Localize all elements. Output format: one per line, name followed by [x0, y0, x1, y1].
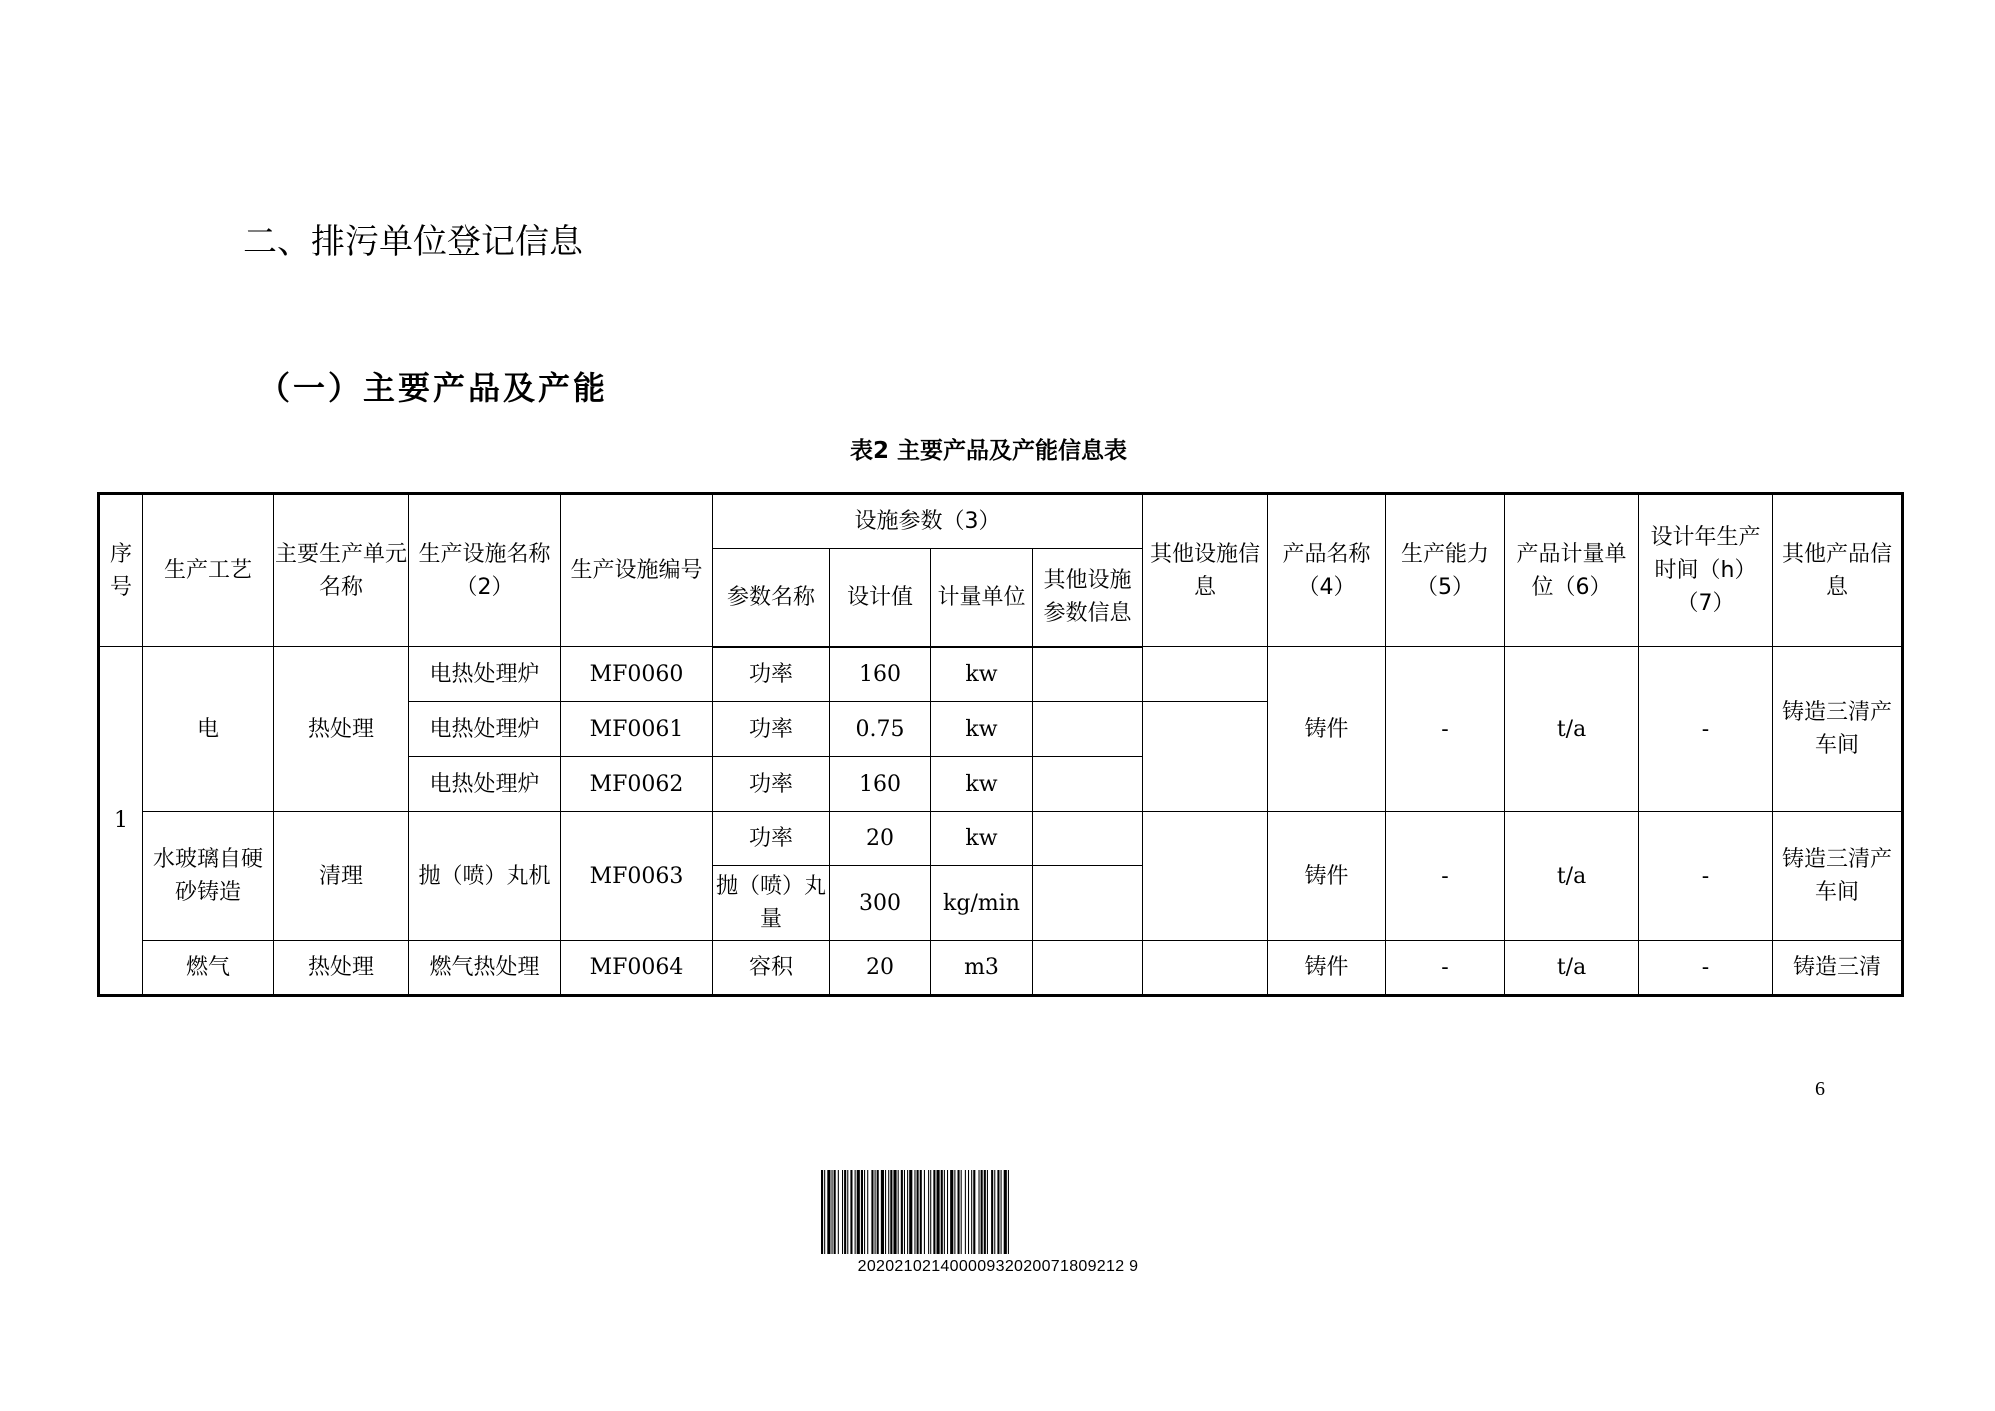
barcode-bar [844, 1170, 846, 1254]
subsection-heading: （一）主要产品及产能 [258, 369, 609, 407]
unit-cell: 热处理 [274, 647, 409, 812]
design-value-cell: 20 [830, 941, 931, 996]
unit-cell: 清理 [274, 812, 409, 941]
barcode-bar [832, 1170, 833, 1254]
barcode-bar [838, 1170, 839, 1254]
param-name-cell: 容积 [713, 941, 830, 996]
measure-unit-cell: kg/min [931, 866, 1033, 941]
facility-code-cell: MF0062 [561, 757, 713, 812]
table-row [99, 812, 1903, 866]
other-product-cell: 铸造三清产车间 [1773, 812, 1903, 941]
barcode-bar [857, 1170, 860, 1254]
barcode-bar [898, 1170, 899, 1254]
section-heading: 二、排污单位登记信息 [243, 222, 583, 262]
header-other-facility-info: 其他设施信息 [1143, 494, 1268, 647]
measure-unit-cell: kw [931, 812, 1033, 866]
design-value-cell: 0.75 [830, 702, 931, 757]
barcode-bar [847, 1170, 848, 1254]
product-capacity-table [97, 492, 1904, 997]
header-product-name: 产品名称（4） [1268, 494, 1386, 647]
facility-name-cell: 电热处理炉 [409, 647, 561, 702]
barcode-bar [971, 1170, 972, 1254]
barcode-bar [1004, 1170, 1007, 1254]
facility-code-cell: MF0063 [561, 812, 713, 941]
barcode-bar [991, 1170, 993, 1254]
process-cell: 电 [143, 647, 274, 812]
barcode-bar [961, 1170, 962, 1254]
table-row [99, 941, 1903, 996]
header-facility-name: 生产设施名称（2） [409, 494, 561, 647]
barcode-bar [928, 1170, 929, 1254]
barcode-bar [861, 1170, 863, 1254]
process-cell: 燃气 [143, 941, 274, 996]
barcode-bar [1008, 1170, 1009, 1254]
header-process: 生产工艺 [143, 494, 274, 647]
facility-name-cell: 燃气热处理 [409, 941, 561, 996]
barcode-bar [909, 1170, 912, 1254]
barcode-bar [954, 1170, 955, 1254]
facility-name-cell: 抛（喷）丸机 [409, 812, 561, 941]
facility-name-cell: 电热处理炉 [409, 702, 561, 757]
design-value-cell: 160 [830, 647, 931, 702]
barcode-bar [864, 1170, 865, 1254]
header-seq: 序号 [99, 494, 143, 647]
barcode-bar [867, 1170, 868, 1254]
header-param-name: 参数名称 [713, 549, 830, 647]
barcode-bar [994, 1170, 995, 1254]
barcode-bar [941, 1170, 943, 1254]
barcode-bar [904, 1170, 905, 1254]
other-param-cell [1033, 647, 1143, 702]
param-name-cell: 功率 [713, 702, 830, 757]
other-param-cell [1033, 866, 1143, 941]
header-facility-code: 生产设施编号 [561, 494, 713, 647]
barcode-bar [950, 1170, 953, 1254]
product-unit-cell: t/a [1505, 941, 1639, 996]
barcode-bar [947, 1170, 948, 1254]
barcode-bar [890, 1170, 892, 1254]
barcode-bar [907, 1170, 908, 1254]
measure-unit-cell: kw [931, 647, 1033, 702]
other-facility-cell [1143, 647, 1268, 702]
barcode-bar [965, 1170, 966, 1254]
barcode-bar [821, 1170, 823, 1254]
barcode-bar [987, 1170, 988, 1254]
barcode-bar [933, 1170, 935, 1254]
other-param-cell [1033, 757, 1143, 812]
facility-code-cell: MF0064 [561, 941, 713, 996]
other-facility-cell [1143, 702, 1268, 812]
barcode-bar [842, 1170, 843, 1254]
barcode-bar [981, 1170, 983, 1254]
barcode-bar [930, 1170, 931, 1254]
unit-cell: 热处理 [274, 941, 409, 996]
header-design-hours: 设计年生产时间（h）（7） [1639, 494, 1773, 647]
param-name-cell: 功率 [713, 812, 830, 866]
barcode-bar [1001, 1170, 1002, 1254]
other-product-cell: 铸造三清 [1773, 941, 1903, 996]
capacity-cell: - [1386, 812, 1505, 941]
barcode-bar [984, 1170, 986, 1254]
measure-unit-cell: kw [931, 702, 1033, 757]
product-unit-cell: t/a [1505, 812, 1639, 941]
barcode-bar [914, 1170, 915, 1254]
other-facility-cell [1143, 941, 1268, 996]
barcode-bar [881, 1170, 884, 1254]
table-caption: 表2 主要产品及产能信息表 [850, 438, 1128, 464]
process-cell: 水玻璃自硬砂铸造 [143, 812, 274, 941]
header-capacity: 生产能力（5） [1386, 494, 1505, 647]
barcode-bar [924, 1170, 925, 1254]
facility-name-cell: 电热处理炉 [409, 757, 561, 812]
capacity-cell: - [1386, 941, 1505, 996]
barcode-bar [834, 1170, 836, 1254]
other-param-cell [1033, 702, 1143, 757]
barcode-bar [944, 1170, 945, 1254]
measure-unit-cell: m3 [931, 941, 1033, 996]
header-other-product-info: 其他产品信息 [1773, 494, 1903, 647]
barcode-bar [937, 1170, 940, 1254]
facility-code-cell: MF0061 [561, 702, 713, 757]
design-hours-cell: - [1639, 812, 1773, 941]
product-name-cell: 铸件 [1268, 647, 1386, 812]
barcode-bar [850, 1170, 852, 1254]
header-params-group: 设施参数（3） [713, 494, 1143, 549]
design-hours-cell: - [1639, 647, 1773, 812]
barcode-bar [871, 1170, 873, 1254]
seq-cell: 1 [99, 647, 143, 996]
design-value-cell: 160 [830, 757, 931, 812]
barcode-bar [824, 1170, 825, 1254]
page-number: 6 [1815, 1078, 1825, 1100]
param-name-cell: 功率 [713, 647, 830, 702]
param-name-cell: 功率 [713, 757, 830, 812]
design-value-cell: 300 [830, 866, 931, 941]
design-hours-cell: - [1639, 941, 1773, 996]
product-name-cell: 铸件 [1268, 812, 1386, 941]
product-unit-cell: t/a [1505, 647, 1639, 812]
header-unit-name: 主要生产单元名称 [274, 494, 409, 647]
table-row [99, 647, 1903, 702]
barcode-bar [877, 1170, 879, 1254]
design-value-cell: 20 [830, 812, 931, 866]
barcode-bar [875, 1170, 876, 1254]
barcode-image [819, 1170, 1177, 1254]
barcode-number: 20202102140000932020071809212 9 [857, 1258, 1139, 1275]
other-facility-cell [1143, 812, 1268, 941]
capacity-cell: - [1386, 647, 1505, 812]
other-product-cell: 铸造三清产车间 [1773, 647, 1903, 812]
barcode-bar [885, 1170, 886, 1254]
header-design-value: 设计值 [830, 549, 931, 647]
product-name-cell: 铸件 [1268, 941, 1386, 996]
barcode-bar [968, 1170, 969, 1254]
barcode-bar [893, 1170, 896, 1254]
header-measure-unit: 计量单位 [931, 549, 1033, 647]
barcode-bar [958, 1170, 960, 1254]
barcode-bar [917, 1170, 919, 1254]
barcode-bar [827, 1170, 830, 1254]
header-product-unit: 产品计量单位（6） [1505, 494, 1639, 647]
barcode-bar [920, 1170, 922, 1254]
other-param-cell [1033, 941, 1143, 996]
header-other-param-info: 其他设施参数信息 [1033, 549, 1143, 647]
other-param-cell [1033, 812, 1143, 866]
barcode-bar [855, 1170, 856, 1254]
measure-unit-cell: kw [931, 757, 1033, 812]
barcode-bar [979, 1170, 980, 1254]
param-name-cell: 抛（喷）丸量 [713, 866, 830, 941]
barcode-bar [973, 1170, 975, 1254]
barcode-bar [888, 1170, 889, 1254]
facility-code-cell: MF0060 [561, 647, 713, 702]
barcode-bar [901, 1170, 903, 1254]
barcode-bar [997, 1170, 999, 1254]
